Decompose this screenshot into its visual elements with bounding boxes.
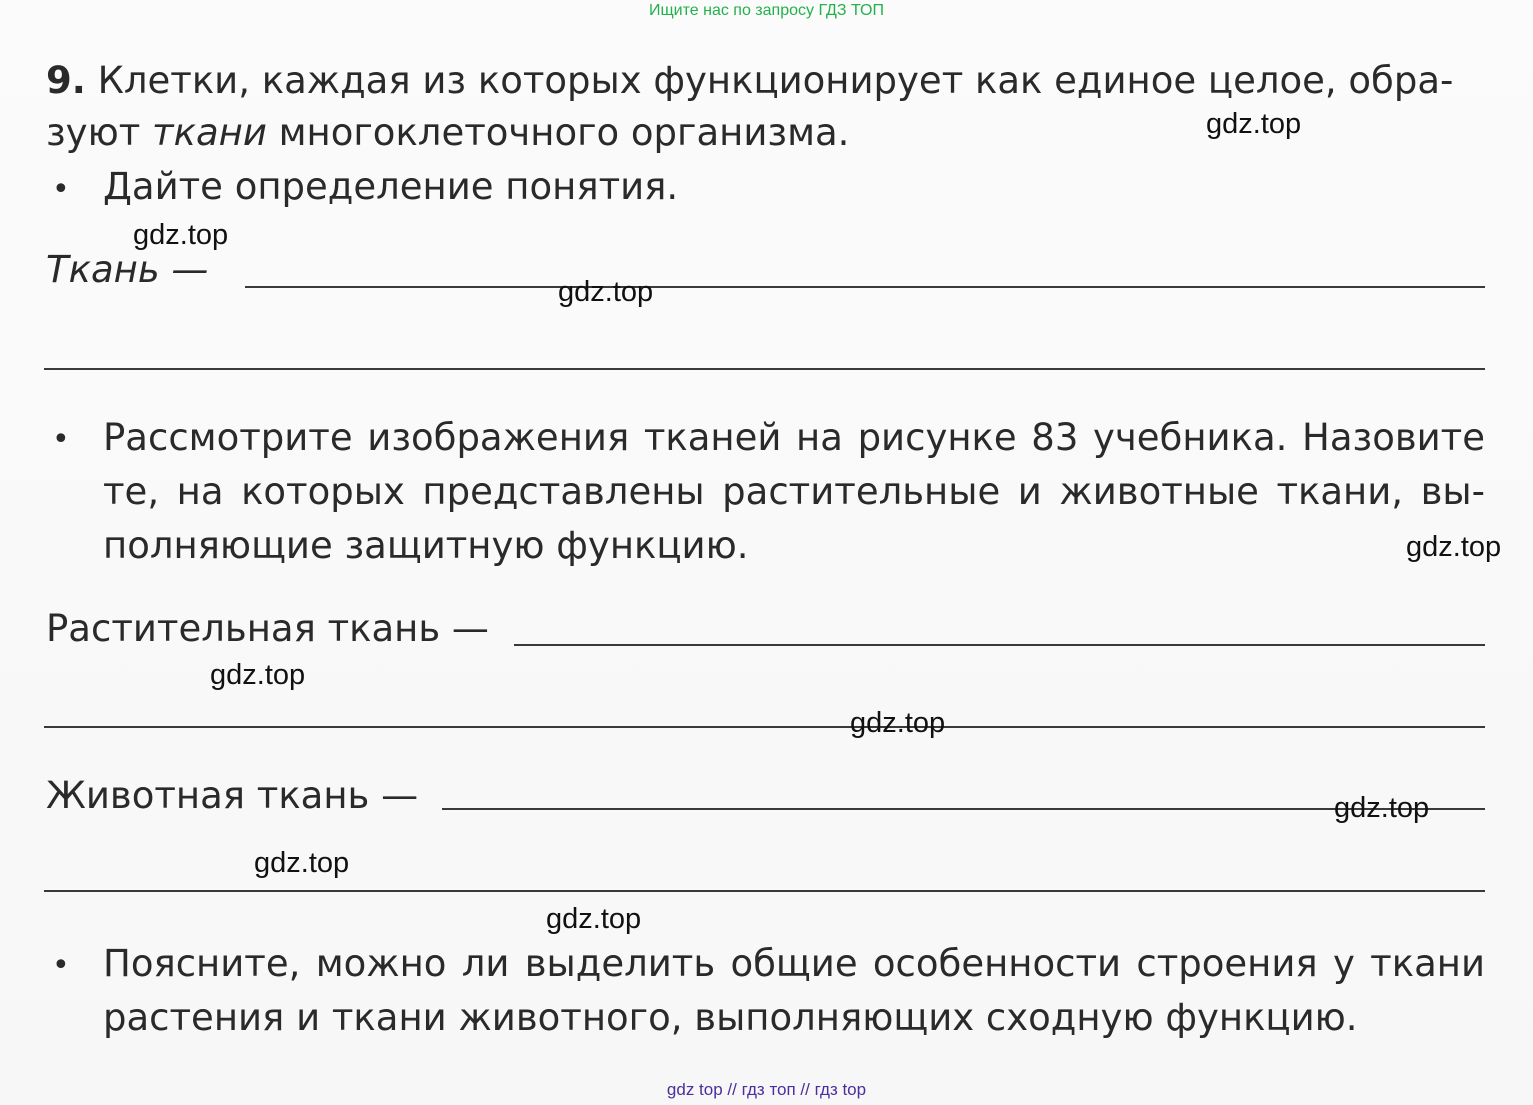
watermark: gdz.top (1406, 531, 1502, 563)
q1-text: Дайте определение понятия. (103, 165, 679, 208)
watermark: gdz.top (210, 659, 306, 691)
site-banner-top[interactable]: Ищите нас по запросу ГДЗ ТОП (649, 2, 884, 19)
q3-line1: Поясните, можно ли выделить общие особенности строения у ткани (103, 942, 1485, 985)
watermark: gdz.top (558, 276, 654, 308)
intro-end: многоклеточного организма. (278, 111, 850, 154)
bullet-3: • (52, 948, 70, 983)
bullet-1: • (52, 172, 70, 207)
tissue-label: Ткань — (46, 248, 209, 291)
task-intro-line2 (46, 111, 850, 154)
watermark: gdz.top (133, 219, 229, 251)
answer-line-plant-2[interactable] (44, 726, 1485, 728)
site-banner-bottom[interactable]: gdz top // гдз топ // гдз top (666, 1080, 867, 1099)
watermark: gdz.top (1206, 108, 1302, 140)
intro-word: зуют (46, 111, 141, 154)
animal-tissue-label: Животная ткань — (46, 774, 419, 817)
answer-line-plant[interactable] (514, 644, 1485, 646)
task-number: 9. (46, 59, 86, 102)
q2-line2: те, на которых представлены растительные и животные ткани, вы- (103, 470, 1485, 513)
bullet-2: • (52, 422, 70, 457)
intro-term: ткани (152, 111, 267, 154)
answer-line-animal-2[interactable] (44, 890, 1485, 892)
watermark: gdz.top (254, 847, 350, 879)
answer-line-tissue-2[interactable] (44, 368, 1485, 370)
task-intro-text: Клетки, каждая из которых функционирует как единое целое, обра- (97, 59, 1454, 102)
watermark: gdz.top (850, 707, 946, 739)
q2-line3: полняющие защитную функцию. (103, 524, 749, 567)
plant-tissue-label: Растительная ткань — (46, 607, 489, 650)
task-intro-line1 (46, 59, 1486, 102)
answer-line-animal[interactable] (442, 808, 1485, 810)
q3-line2: растения и ткани животного, выполняющих сходную функцию. (103, 996, 1358, 1039)
watermark: gdz.top (546, 903, 642, 935)
answer-line-tissue[interactable] (245, 286, 1485, 288)
q2-line1: Рассмотрите изображения тканей на рисунке 83 учебника. Назовите (103, 416, 1485, 459)
watermark: gdz.top (1334, 792, 1430, 824)
